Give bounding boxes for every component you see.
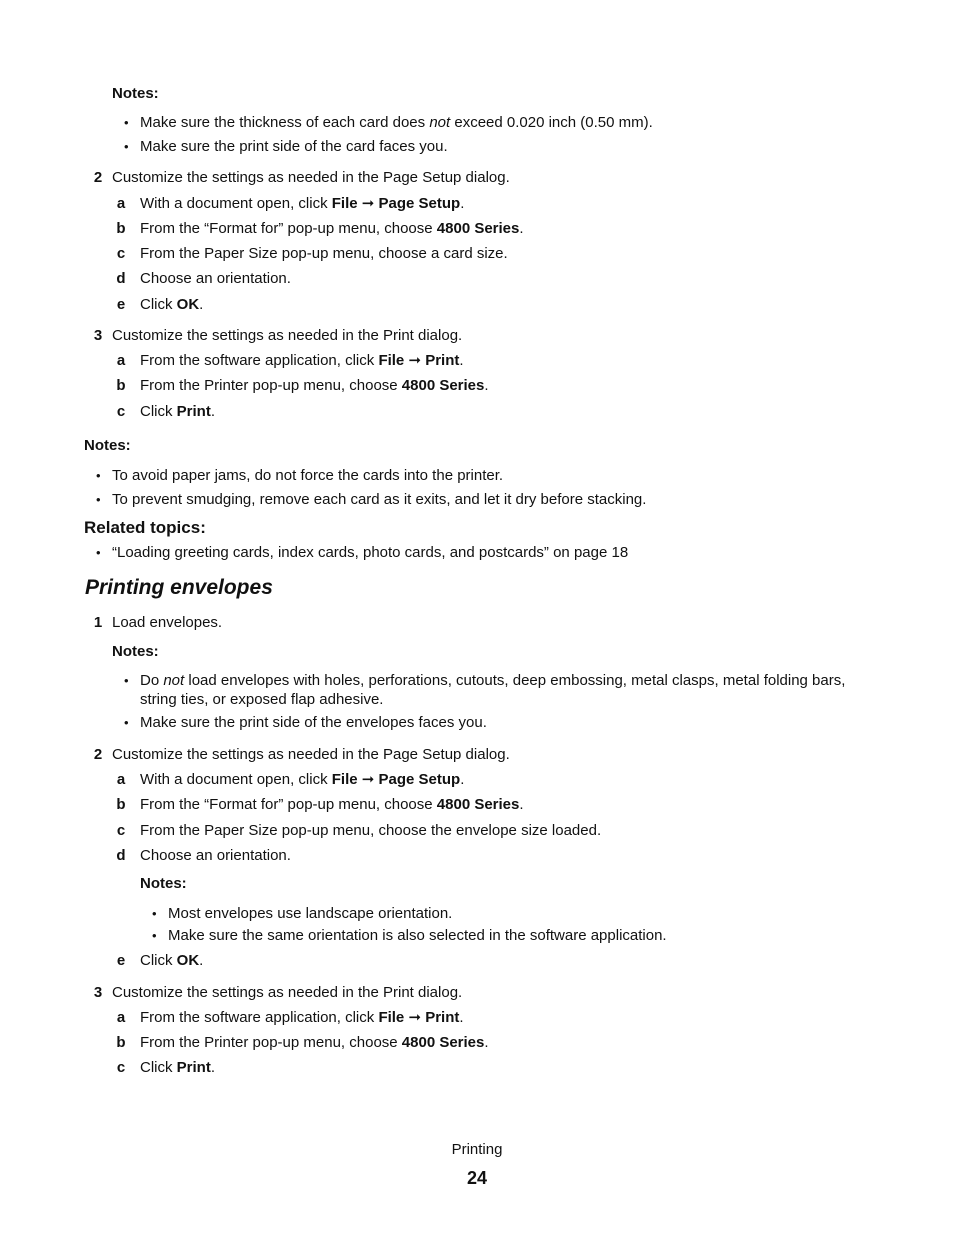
bullet: •	[124, 673, 129, 688]
substep-text: From the software application, click File ➞ Print.	[140, 352, 464, 369]
arrow-icon: ➞	[361, 195, 375, 212]
substep-text: Choose an orientation.	[140, 847, 291, 864]
arrow-icon: ➞	[361, 771, 375, 788]
substep-text: From the Paper Size pop-up menu, choose a card size.	[140, 245, 508, 262]
note-text: To prevent smudging, remove each card as it exits, and let it dry before stacking.	[112, 491, 647, 508]
notes-label: Notes:	[140, 875, 187, 892]
substep-text: From the Printer pop-up menu, choose 4800 Series.	[140, 1034, 489, 1051]
substep-letter: e	[116, 952, 126, 969]
substep-letter: b	[116, 220, 126, 237]
note-text: Make sure the thickness of each card does not exceed 0.020 inch (0.50 mm).	[140, 114, 653, 131]
bullet: •	[96, 545, 101, 560]
arrow-icon: ➞	[408, 1009, 422, 1026]
bullet: •	[124, 715, 129, 730]
note-text: Make sure the same orientation is also selected in the software application.	[168, 927, 667, 944]
bullet: •	[152, 906, 157, 921]
notes-label: Notes:	[84, 437, 131, 454]
related-topic-link[interactable]: “Loading greeting cards, index cards, photo cards, and postcards” on page 18	[112, 544, 629, 561]
section-heading: Printing envelopes	[85, 576, 273, 599]
substep-letter: c	[116, 403, 126, 420]
bullet: •	[96, 492, 101, 507]
step-number: 1	[93, 614, 103, 631]
note-text: Most envelopes use landscape orientation.	[168, 905, 453, 922]
substep-text: Choose an orientation.	[140, 270, 291, 287]
step-text: Customize the settings as needed in the Page Setup dialog.	[112, 169, 510, 186]
substep-text: Click Print.	[140, 403, 216, 420]
substep-letter: a	[116, 352, 126, 369]
bullet: •	[96, 468, 101, 483]
bullet: •	[124, 115, 129, 130]
step-number: 2	[93, 169, 103, 186]
step-number: 3	[93, 327, 103, 344]
footer-section-name: Printing	[451, 1141, 503, 1158]
substep-letter: a	[116, 771, 126, 788]
arrow-icon: ➞	[408, 352, 422, 369]
substep-text: From the Printer pop-up menu, choose 4800 Series.	[140, 377, 489, 394]
substep-letter: b	[116, 1034, 126, 1051]
note-text: Make sure the print side of the envelopes faces you.	[140, 714, 487, 731]
substep-letter: c	[116, 245, 126, 262]
substep-text: From the software application, click File ➞ Print.	[140, 1009, 464, 1026]
note-text: Do not load envelopes with holes, perforations, cutouts, deep embossing, metal clasps, metal folding bars,	[140, 672, 846, 689]
substep-text: From the “Format for” pop-up menu, choose 4800 Series.	[140, 220, 524, 237]
substep-text: Click OK.	[140, 952, 204, 969]
substep-text: From the Paper Size pop-up menu, choose the envelope size loaded.	[140, 822, 602, 839]
substep-letter: a	[116, 1009, 126, 1026]
bullet: •	[124, 139, 129, 154]
substep-letter: b	[116, 796, 126, 813]
step-text: Customize the settings as needed in the Page Setup dialog.	[112, 746, 510, 763]
step-text: Customize the settings as needed in the Print dialog.	[112, 984, 463, 1001]
substep-text: Click Print.	[140, 1059, 216, 1076]
step-number: 3	[93, 984, 103, 1001]
notes-label: Notes:	[112, 85, 159, 102]
substep-letter: b	[116, 377, 126, 394]
note-text-continued: string ties, or exposed flap adhesive.	[140, 691, 384, 708]
substep-letter: c	[116, 822, 126, 839]
substep-letter: d	[116, 270, 126, 287]
related-topics-heading: Related topics:	[84, 518, 206, 537]
bullet: •	[152, 928, 157, 943]
substep-text: From the “Format for” pop-up menu, choose 4800 Series.	[140, 796, 524, 813]
substep-text: With a document open, click File ➞ Page Setup.	[140, 771, 465, 788]
notes-label: Notes:	[112, 643, 159, 660]
page-number: 24	[466, 1168, 488, 1188]
substep-text: Click OK.	[140, 296, 204, 313]
step-text: Customize the settings as needed in the Print dialog.	[112, 327, 463, 344]
step-number: 2	[93, 746, 103, 763]
substep-letter: c	[116, 1059, 126, 1076]
note-text: To avoid paper jams, do not force the cards into the printer.	[112, 467, 504, 484]
substep-letter: d	[116, 847, 126, 864]
note-text: Make sure the print side of the card faces you.	[140, 138, 448, 155]
substep-letter: e	[116, 296, 126, 313]
substep-text: With a document open, click File ➞ Page Setup.	[140, 195, 465, 212]
substep-letter: a	[116, 195, 126, 212]
step-text: Load envelopes.	[112, 614, 223, 631]
